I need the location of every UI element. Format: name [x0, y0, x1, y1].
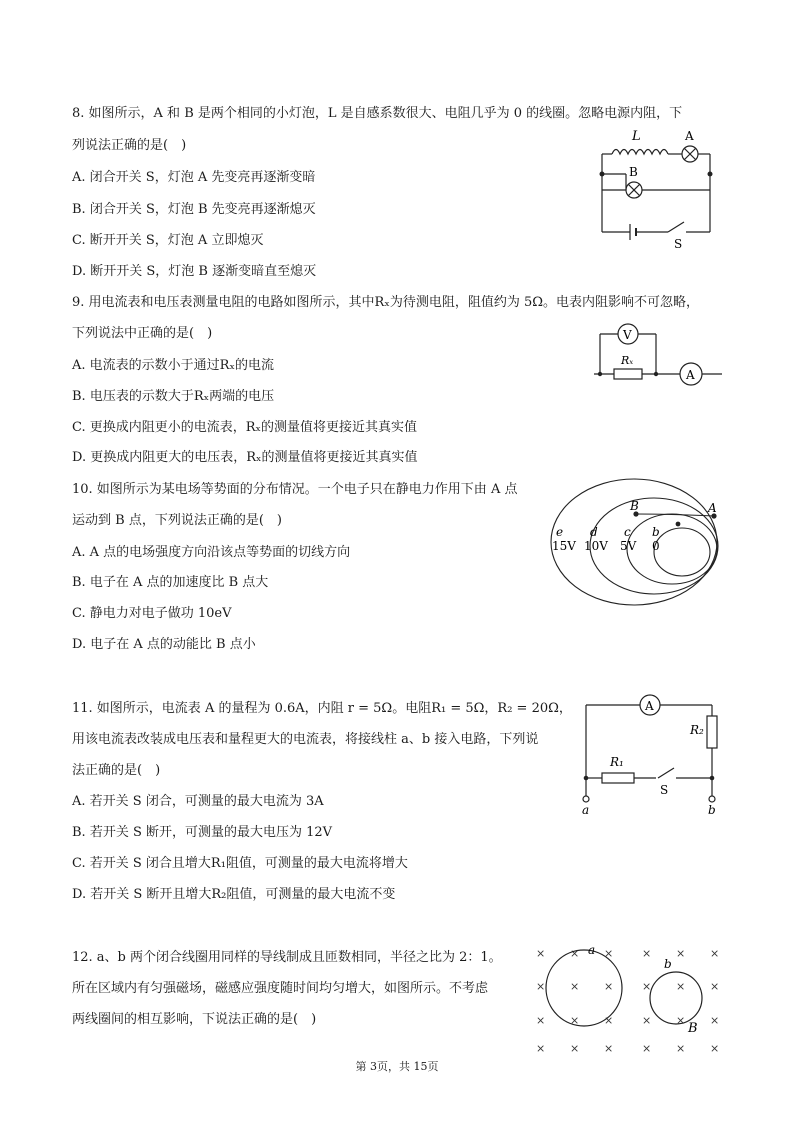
q11-label-r2: R₂ [690, 723, 704, 737]
q10-equipotential-figure [548, 474, 732, 608]
surface-c [627, 514, 717, 584]
q12-stem-line1: 12. a、b 两个闭合线圈用同样的导线制成且匝数相同，半径之比为 2：1。 [72, 950, 502, 965]
q10-label-e: e [556, 525, 564, 539]
svg-text:×: × [642, 1042, 652, 1055]
q11-option-b: B. 若开关 S 断开，可测量的最大电压为 12V [72, 825, 333, 840]
svg-text:×: × [710, 1014, 720, 1027]
q11-label-a-meter: A [645, 699, 654, 713]
q10-label-c: c [624, 525, 631, 539]
q12-label-field-b: B [688, 1021, 698, 1036]
q11-label-a-terminal: a [582, 803, 590, 817]
q11-label-b-terminal: b [708, 803, 716, 817]
q11-stem-line3: 法正确的是( ) [72, 763, 161, 778]
inductor-coil [612, 150, 668, 155]
q9-label-v: V [623, 328, 632, 342]
svg-text:×: × [676, 1014, 686, 1027]
q10-value-c: 5V [620, 539, 637, 553]
page-footer: 第 3页，共 15页 [355, 1060, 439, 1073]
q8-stem-line2: 列说法正确的是( ) [72, 138, 187, 153]
q8-stem-line1: 8. 如图所示，A 和 B 是两个相同的小灯泡，L 是自感系数很大、电阻几乎为 0 的线圈。忽略电源内阻，下 [72, 106, 683, 121]
q10-label-a: A [708, 501, 717, 515]
switch-icon [668, 222, 684, 232]
q11-stem-line1: 11. 如图所示，电流表 A 的量程为 0.6A，内阻 r = 5Ω。电阻R₁ = 5Ω，R₂ = 20Ω， [72, 701, 572, 716]
svg-text:×: × [676, 980, 686, 993]
q8-label-a: A [685, 129, 694, 143]
svg-text:×: × [536, 1014, 546, 1027]
svg-text:×: × [604, 1042, 614, 1055]
terminal-a [583, 796, 589, 802]
resistor-r2 [707, 716, 717, 748]
q11-option-a: A. 若开关 S 闭合，可测量的最大电流为 3A [72, 794, 324, 809]
q9-option-c: C. 更换成内阻更小的电流表，Rₓ的测量值将更接近其真实值 [72, 420, 418, 435]
q11-circuit-figure [576, 690, 736, 818]
q10-label-b: B [630, 499, 639, 513]
q12-stem-line2: 所在区域内有匀强磁场，磁感应强度随时间均匀增大，如图所示。不考虑 [72, 981, 489, 996]
svg-text:×: × [676, 1042, 686, 1055]
q9-label-a: A [686, 368, 695, 382]
svg-text:×: × [604, 980, 614, 993]
q12-stem-line3: 两线圈间的相互影响，下说法正确的是( ) [72, 1012, 317, 1027]
q10-stem-line2: 运动到 B 点，下列说法正确的是( ) [72, 513, 282, 528]
svg-text:×: × [570, 1014, 580, 1027]
svg-text:×: × [570, 947, 580, 960]
q9-stem-line2: 下列说法中正确的是( ) [72, 326, 213, 341]
field-cross-grid [536, 947, 719, 1055]
svg-text:×: × [710, 980, 720, 993]
q8-circuit-figure [588, 124, 724, 252]
svg-text:×: × [570, 980, 580, 993]
resistor-rx [614, 369, 642, 379]
q11-option-c: C. 若开关 S 闭合且增大R₁阻值，可测量的最大电流将增大 [72, 856, 408, 871]
q8-label-s: S [674, 237, 683, 251]
q11-label-s: S [660, 783, 669, 797]
q8-option-a: A. 闭合开关 S，灯泡 A 先变亮再逐渐变暗 [72, 170, 316, 185]
svg-text:×: × [536, 980, 546, 993]
svg-text:×: × [604, 1014, 614, 1027]
svg-text:×: × [604, 947, 614, 960]
q10-option-d: D. 电子在 A 点的动能比 B 点小 [72, 637, 256, 652]
q12-magnetic-field-figure [532, 940, 728, 1058]
q9-stem-line1: 9. 用电流表和电压表测量电阻的电路如图所示，其中Rₓ为待测电阻，阻值约为 5Ω。电表内阻影响不可忽略， [72, 295, 700, 310]
q8-option-c: C. 断开开关 S，灯泡 A 立即熄灭 [72, 233, 264, 248]
q10-stem-line1: 10. 如图所示为某电场等势面的分布情况。一个电子只在静电力作用下由 A 点 [72, 482, 518, 497]
svg-text:×: × [642, 980, 652, 993]
q11-option-d: D. 若开关 S 断开且增大R₂阻值，可测量的最大电流不变 [72, 887, 396, 902]
terminal-b [709, 796, 715, 802]
q10-value-e: 15V [552, 539, 576, 553]
q8-label-l: L [632, 129, 641, 144]
q10-option-b: B. 电子在 A 点的加速度比 B 点大 [72, 575, 269, 590]
svg-text:×: × [642, 947, 652, 960]
surface-b [654, 528, 710, 576]
q10-label-b-surface: b [652, 525, 660, 539]
q11-stem-line2: 用该电流表改装成电压表和量程更大的电流表，将接线柱 a、b 接入电路，下列说 [72, 732, 539, 747]
svg-text:×: × [710, 1042, 720, 1055]
q9-option-d: D. 更换成内阻更大的电压表，Rₓ的测量值将更接近其真实值 [72, 450, 418, 465]
svg-text:×: × [710, 947, 720, 960]
switch-icon [658, 768, 674, 778]
q11-label-r1: R₁ [610, 755, 624, 769]
svg-text:×: × [570, 1042, 580, 1055]
svg-text:×: × [536, 947, 546, 960]
svg-text:×: × [642, 1014, 652, 1027]
svg-text:×: × [536, 1042, 546, 1055]
q10-option-c: C. 静电力对电子做功 10eV [72, 606, 232, 621]
q8-label-b: B [629, 165, 638, 179]
q10-value-d: 10V [584, 539, 608, 553]
q10-value-b: 0 [652, 539, 660, 553]
svg-text:×: × [676, 947, 686, 960]
q12-label-b: b [664, 957, 672, 971]
q8-option-b: B. 闭合开关 S，灯泡 B 先变亮再逐渐熄灭 [72, 202, 316, 217]
resistor-r1 [602, 773, 634, 783]
q9-option-a: A. 电流表的示数小于通过Rₓ的电流 [72, 358, 274, 373]
q10-label-d: d [590, 525, 598, 539]
q12-label-a: a [588, 943, 596, 957]
q9-option-b: B. 电压表的示数大于Rₓ两端的电压 [72, 389, 275, 404]
q8-option-d: D. 断开开关 S，灯泡 B 逐渐变暗直至熄灭 [72, 264, 317, 279]
q9-label-rx: Rₓ [621, 354, 634, 367]
q10-option-a: A. A 点的电场强度方向沿该点等势面的切线方向 [72, 545, 351, 560]
q9-circuit-figure [590, 318, 726, 390]
